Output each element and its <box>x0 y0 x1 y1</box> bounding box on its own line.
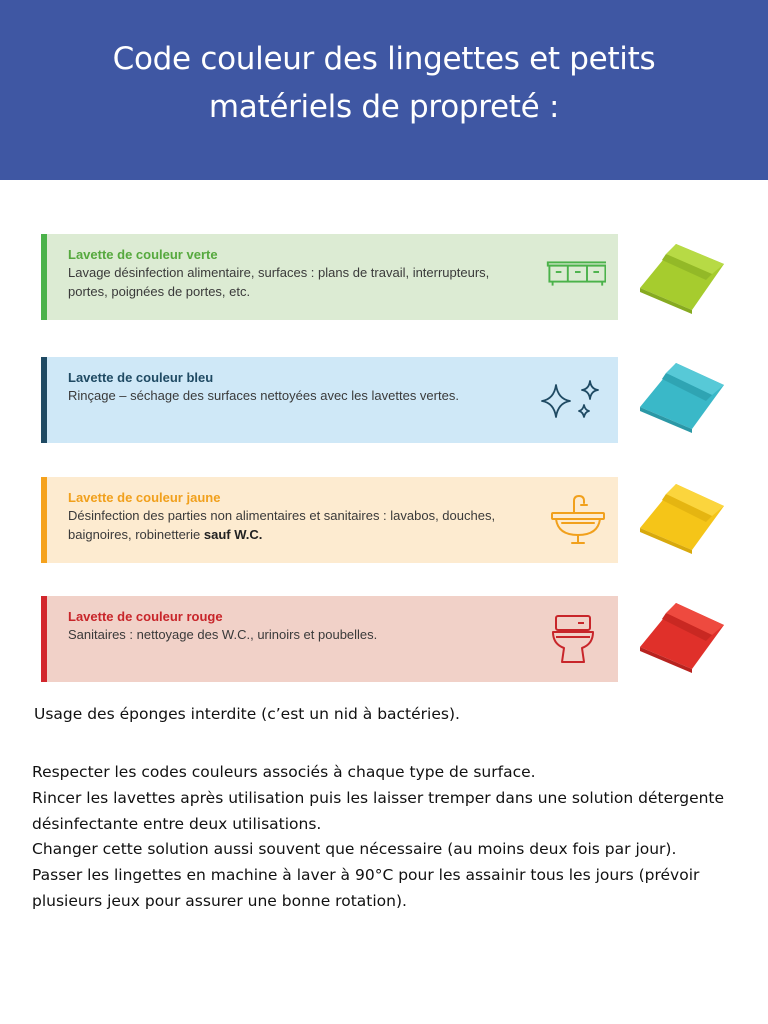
yellow-towel-icon <box>636 478 728 558</box>
kitchen-cabinet-icon <box>528 256 606 296</box>
card-green-cloth <box>41 234 618 320</box>
card-title: Lavette de couleur verte <box>68 247 218 262</box>
sponge-warning: Usage des éponges interdite (c’est un nid à bactéries). <box>34 705 460 723</box>
blue-towel-icon <box>636 357 728 437</box>
card-title: Lavette de couleur rouge <box>68 609 223 624</box>
card-description: Lavage désinfection alimentaire, surfaces : plans de travail, interrupteurs, portes, poignées de portes, etc. <box>68 265 490 299</box>
card-blue-cloth <box>41 357 618 443</box>
sink-icon <box>548 491 608 547</box>
instructions <box>32 760 732 915</box>
card-red-cloth <box>41 596 618 682</box>
page-title: Code couleur des lingettes et petits matériels de propreté : <box>112 41 656 125</box>
toilet-icon <box>548 610 598 666</box>
instruction-paragraph: Rincer les lavettes après utilisation puis les laisser tremper dans une solution détergente désinfectante entre deux utilisations. <box>32 788 725 833</box>
card-title: Lavette de couleur bleu <box>68 370 214 385</box>
sparkle-icon <box>536 375 606 425</box>
header-banner <box>0 0 768 180</box>
card-yellow-cloth <box>41 477 618 563</box>
instruction-paragraph: Passer les lingettes en machine à laver à 90°C pour les assainir tous les jours (prévoir plusieurs jeux pour assurer une bonne rotation). <box>32 866 700 910</box>
card-description-text: Désinfection des parties non alimentaires et sanitaires : lavabos, douches, baignoires, robinetterie <box>68 508 496 542</box>
red-towel-icon <box>636 597 728 677</box>
green-towel-icon <box>636 236 728 316</box>
card-description: Sanitaires : nettoyage des W.C., urinoirs et poubelles. <box>68 627 378 642</box>
instruction-paragraph: Respecter les codes couleurs associés à chaque type de surface. <box>32 763 536 781</box>
card-title: Lavette de couleur jaune <box>68 490 221 505</box>
card-description <box>68 506 508 544</box>
card-description-emphasis: sauf W.C. <box>203 527 263 542</box>
instruction-paragraph: Changer cette solution aussi souvent que nécessaire (au moins deux fois par jour). <box>32 840 677 859</box>
card-description: Rinçage – séchage des surfaces nettoyées avec les lavettes vertes. <box>68 388 459 403</box>
